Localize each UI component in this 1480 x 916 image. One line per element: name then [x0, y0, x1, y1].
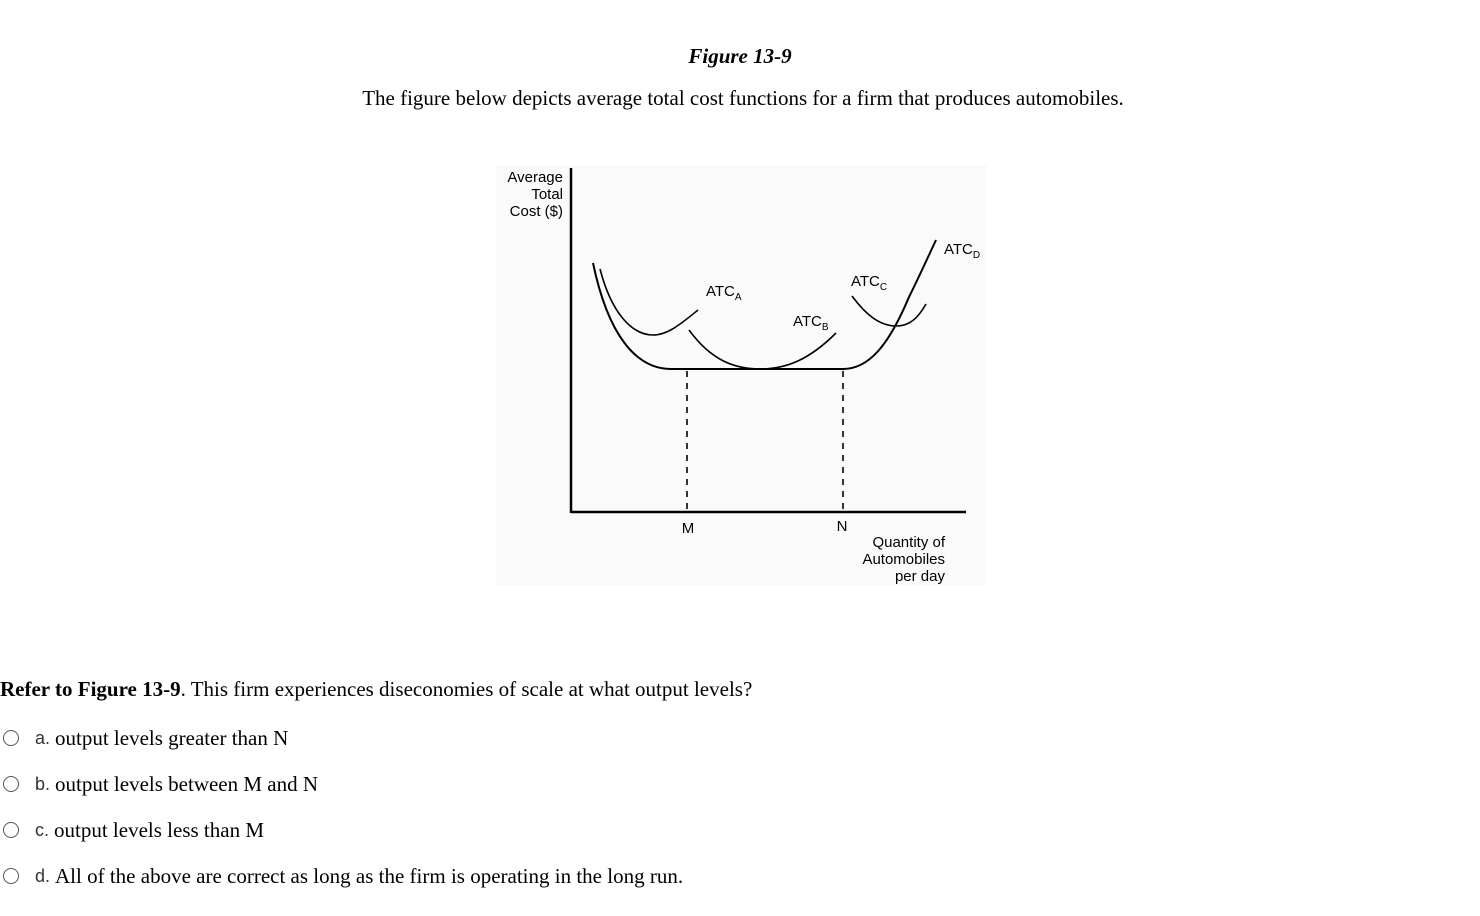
x-axis-label-line-1: Quantity of [872, 534, 945, 551]
figure-caption: The figure below depicts average total cost functions for a firm that produces automobiles. [362, 86, 1124, 110]
atc-a-label: $ATC_A$ [706, 283, 742, 303]
option-a-letter: a. [35, 727, 51, 748]
cost-curve-diagram [496, 165, 986, 585]
atc-a-curve [600, 269, 698, 335]
option-a[interactable] [0, 720, 288, 756]
x-axis-label-line-3: per day [894, 568, 945, 585]
atc-d-label: $ATC_D$ [944, 241, 981, 261]
atc-b-curve [689, 330, 836, 369]
y-axis-label-line-1: Average [507, 169, 563, 186]
y-axis-label-line-2: Total [531, 186, 563, 203]
option-c-letter: c. [35, 819, 50, 840]
option-d-radio[interactable] [3, 868, 19, 884]
atc-b-label: $ATC_B$ [793, 313, 829, 333]
option-b-text: output levels between M and N [55, 771, 319, 796]
question-figure-ref: Refer to Figure 13-9 [0, 677, 181, 701]
option-b-radio[interactable] [3, 776, 19, 792]
question-body: . This firm experiences diseconomies of scale at what output levels? [180, 677, 753, 701]
question-text [0, 677, 752, 702]
option-c-radio[interactable] [3, 822, 19, 838]
x-tick-n: N [836, 518, 848, 535]
cost-curve-figure [496, 165, 986, 585]
option-b[interactable] [0, 766, 318, 802]
x-axis-label-line-2: Automobiles [862, 551, 945, 568]
option-b-letter: b. [35, 773, 51, 794]
figure-title: Figure 13-9 [688, 44, 792, 68]
atc-c-label: $ATC_C$ [851, 273, 888, 293]
option-c-text: output levels less than M [54, 817, 264, 842]
option-c[interactable] [0, 812, 264, 848]
x-tick-m: M [681, 520, 695, 537]
y-axis-label-line-3: Cost ($) [509, 203, 563, 220]
option-a-text: output levels greater than N [55, 725, 289, 750]
option-d[interactable] [0, 858, 683, 894]
atc-c-curve [852, 296, 926, 326]
option-a-radio[interactable] [3, 730, 19, 746]
option-d-text: All of the above are correct as long as the firm is operating in the long run. [55, 863, 684, 888]
option-d-letter: d. [35, 865, 51, 886]
long-run-atc-envelope [593, 240, 936, 369]
